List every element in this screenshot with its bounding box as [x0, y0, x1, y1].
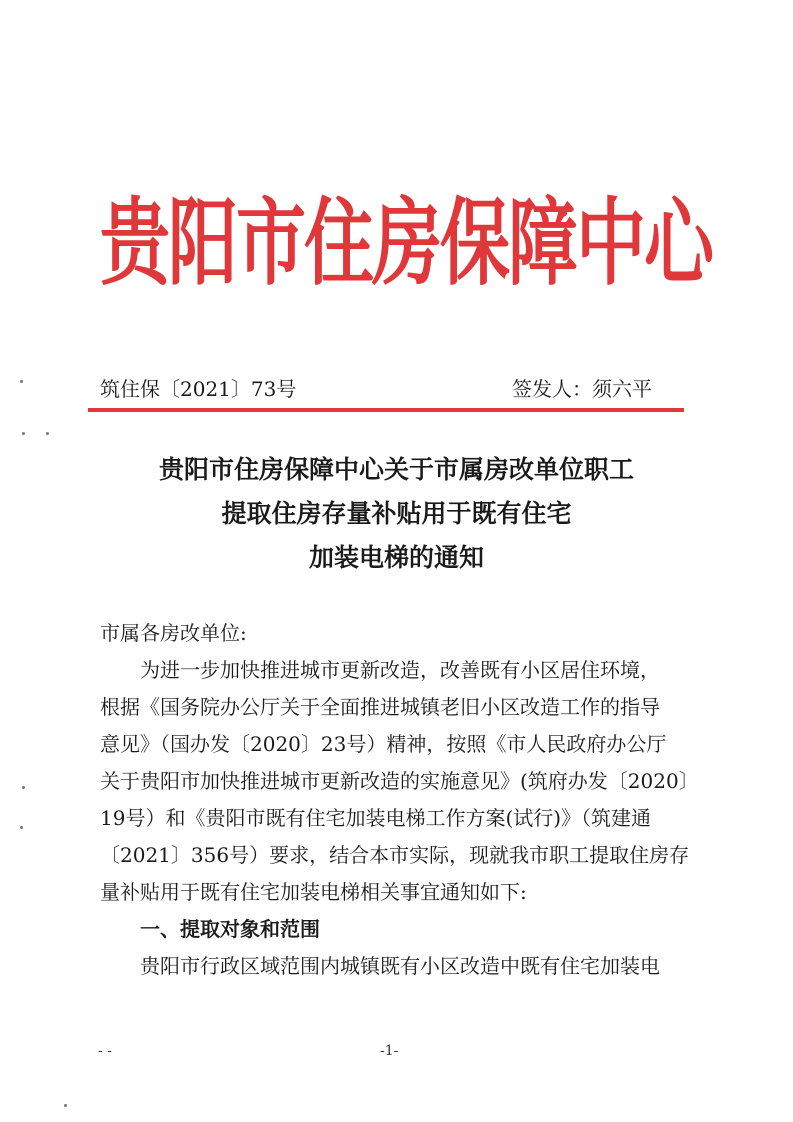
organization-banner: 贵阳市住房保障中心 [100, 187, 712, 299]
footer-marks: - - [98, 1043, 112, 1059]
page-number: -1- [380, 1043, 399, 1059]
red-divider [88, 408, 684, 412]
paragraph-line: 19号）和《贵阳市既有住宅加装电梯工作方案(试行)》（筑建通 [100, 806, 652, 830]
issuer-label: 签发人：须六平 [512, 377, 652, 401]
scan-speck [20, 826, 23, 829]
scan-speck [46, 432, 49, 435]
paragraph-line: 关于贵阳市加快推进城市更新改造的实施意见》(筑府办发〔2020〕 [100, 769, 699, 793]
paragraph-line: 量补贴用于既有住宅加装电梯相关事宜通知如下: [100, 880, 527, 904]
paragraph-line: 贵阳市行政区域范围内城镇既有小区改造中既有住宅加装电 [140, 954, 660, 978]
paragraph-line: 为进一步加快推进城市更新改造，改善既有小区居住环境， [140, 658, 660, 682]
paragraph-line: 〔2021〕356号）要求，结合本市实际，现就我市职工提取住房存 [100, 843, 690, 867]
section-heading: 一、提取对象和范围 [140, 917, 320, 941]
salutation: 市属各房改单位: [100, 621, 247, 645]
notice-title-line-3: 加装电梯的通知 [308, 543, 484, 572]
notice-title-line-1: 贵阳市住房保障中心关于市属房改单位职工 [158, 455, 634, 484]
scan-speck [20, 380, 23, 383]
notice-title-line-2: 提取住房存量补贴用于既有住宅 [221, 499, 572, 528]
document-number: 筑住保〔2021〕73号 [100, 377, 297, 401]
notice-title [60, 448, 733, 580]
scan-speck [22, 786, 25, 789]
paragraph-line: 意见》（国办发〔2020〕23号）精神，按照《市人民政府办公厅 [100, 732, 667, 756]
paragraph-line: 根据《国务院办公厅关于全面推进城镇老旧小区改造工作的指导 [100, 695, 660, 719]
notice-body [100, 615, 720, 985]
scan-speck [64, 1104, 67, 1107]
scan-speck [22, 432, 25, 435]
